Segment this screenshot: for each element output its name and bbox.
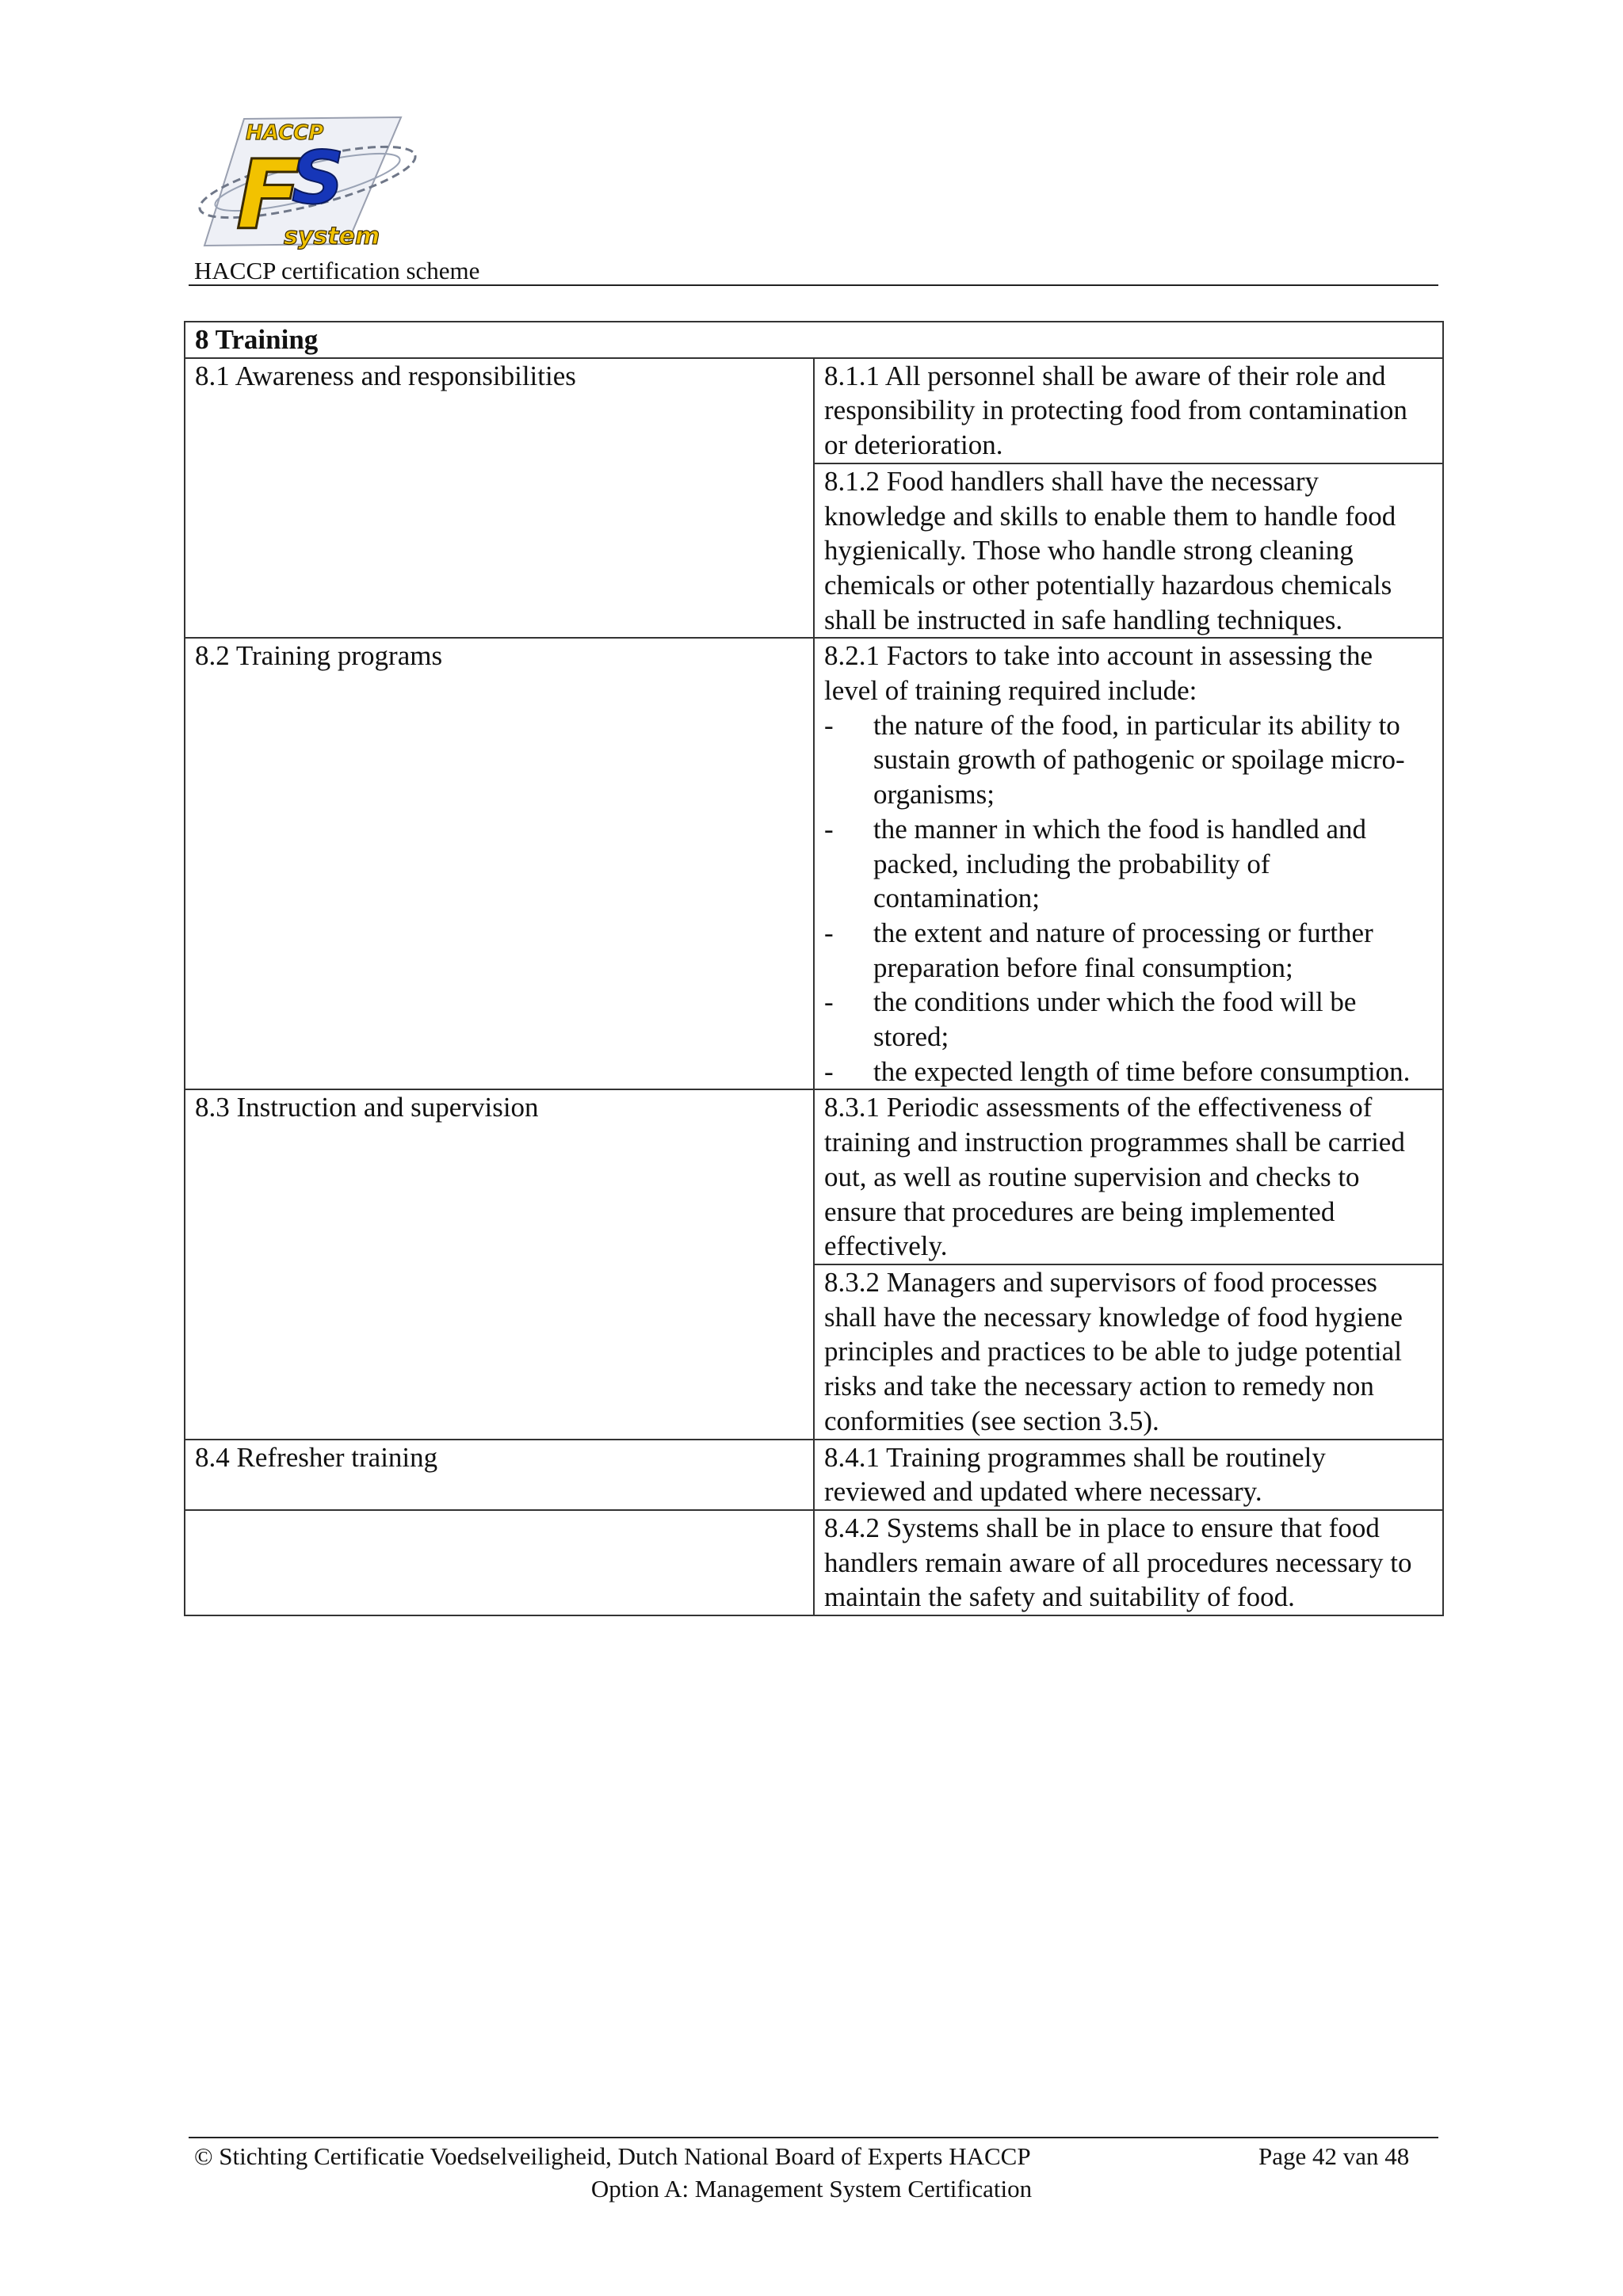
header-divider [189, 284, 1438, 286]
list-item: - the extent and nature of processing or further preparation before final consumption; [824, 917, 1373, 983]
table-row [185, 358, 1443, 463]
row-topic: 8.3 Instruction and supervision [185, 1089, 814, 1439]
list-item: - the nature of the food, in particular its ability to sustain growth of pathogenic or spoilage micro-organisms; [824, 709, 1405, 810]
row-requirement: 8.3.2 Managers and supervisors of food processes shall have the necessary knowledge of food hygiene principles and practices to be able to judge potential risks and take the necessary action to remedy non conformities (see section 3.5). [814, 1264, 1443, 1440]
page-number: Page 42 van 48 [1258, 2142, 1410, 2170]
svg-text:system: system [284, 223, 380, 250]
haccp-fs-system-logo [189, 109, 418, 252]
list-item: - the manner in which the food is handled and packed, including the probability of contamination; [824, 813, 1367, 914]
list-item: - the conditions under which the food will be stored; [824, 986, 1357, 1053]
svg-text:F: F [236, 141, 301, 251]
table-row [185, 1510, 1443, 1615]
footer-divider [189, 2137, 1438, 2138]
requirement-intro: 8.2.1 Factors to take into account in assessing the level of training required include: [824, 640, 1373, 707]
row-requirement: 8.4.2 Systems shall be in place to ensure that food handlers remain aware of all procedures necessary to maintain the safety and suitability of food. [814, 1510, 1443, 1615]
svg-text:S: S [292, 135, 345, 220]
row-requirement: 8.1.1 All personnel shall be aware of their role and responsibility in protecting food from contamination or deterioration. [814, 358, 1443, 463]
row-topic: 8.4 Refresher training [185, 1440, 814, 1510]
table-row [185, 1440, 1443, 1510]
scheme-title: HACCP certification scheme [194, 257, 480, 284]
row-requirement: 8.1.2 Food handlers shall have the necessary knowledge and skills to enable them to handle food hygienically. Those who handle strong cleaning chemicals or other potentially hazardous chemicals shall be instructed in safe handling techniques. [814, 463, 1443, 639]
row-topic [185, 1510, 814, 1615]
factor-list [824, 708, 1433, 1089]
row-requirement [814, 638, 1443, 1089]
row-topic: 8.2 Training programs [185, 638, 814, 1089]
row-requirement: 8.4.1 Training programmes shall be routinely reviewed and updated where necessary. [814, 1440, 1443, 1510]
list-item: - the expected length of time before consumption. [824, 1055, 1411, 1087]
table-row [185, 638, 1443, 1089]
section-title: 8 Training [185, 322, 1443, 358]
section-title-row [185, 322, 1443, 358]
row-topic: 8.1 Awareness and responsibilities [185, 358, 814, 639]
svg-text:HACCP: HACCP [246, 121, 324, 145]
footer-subtitle: Option A: Management System Certification [590, 2175, 1033, 2203]
footer-copyright: © Stichting Certificatie Voedselveiligheid, Dutch National Board of Experts HACCP [194, 2142, 1031, 2170]
table-row [185, 1089, 1443, 1264]
requirements-table [184, 321, 1444, 1616]
row-requirement: 8.3.1 Periodic assessments of the effectiveness of training and instruction programmes shall be carried out, as well as routine supervision and checks to ensure that procedures are being implemented effectively. [814, 1089, 1443, 1264]
